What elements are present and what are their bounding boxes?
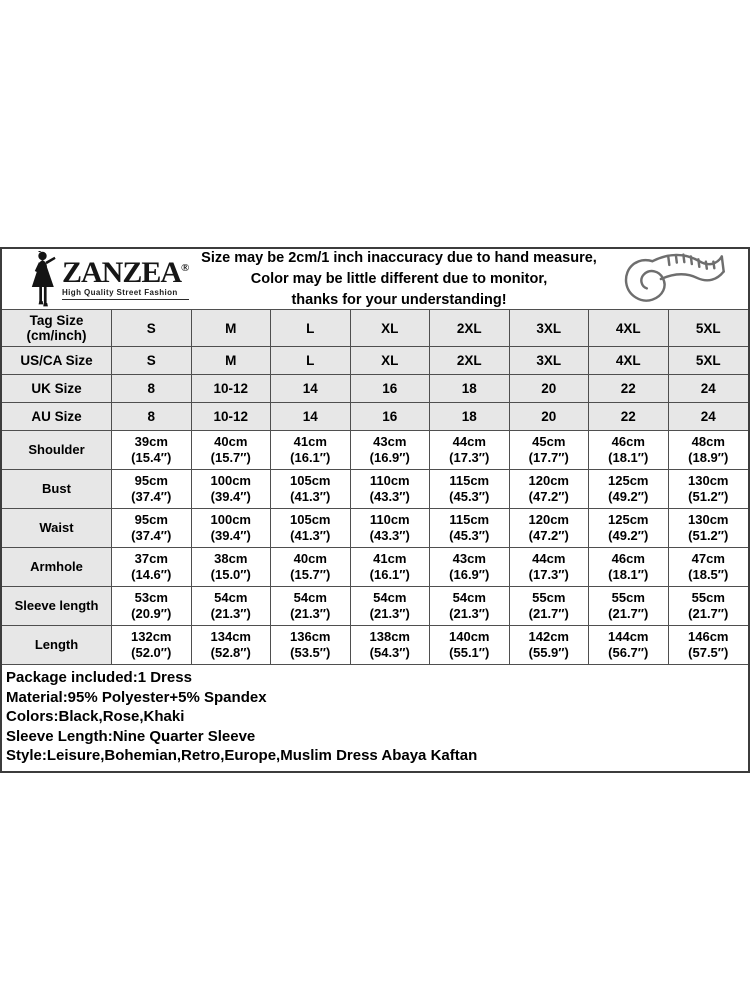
row-label: UK Size [2,375,112,402]
measure-cell: 115cm (45.3″) [430,509,510,547]
disclaimer-line: Color may be little different due to monitor, [250,270,548,287]
measure-cell: 110cm (43.3″) [351,509,431,547]
measure-cell: 140cm (55.1″) [430,626,510,664]
measure-cell: 41cm (16.1″) [271,431,351,469]
measure-cell: 45cm (17.7″) [510,431,590,469]
size-cell: 22 [589,375,669,402]
info-line: Package included:1 Dress [6,669,192,686]
table-row [2,470,748,509]
measuring-tape-icon [615,249,733,309]
info-line: Colors:Black,Rose,Khaki [6,708,185,725]
measure-cell: 37cm (14.6″) [112,548,192,586]
measure-cell: 47cm (18.5″) [669,548,749,586]
size-cell: 8 [112,375,192,402]
size-cell: 20 [510,375,590,402]
product-info [2,665,748,771]
measure-cell: 46cm (18.1″) [589,548,669,586]
measure-cell: 115cm (45.3″) [430,470,510,508]
row-label: US/CA Size [2,347,112,374]
size-cell: 10-12 [192,375,272,402]
measure-cell: 144cm (56.7″) [589,626,669,664]
size-cell: 18 [430,375,510,402]
size-cell: S [112,347,192,374]
table-row [2,347,748,375]
table-row [2,587,748,626]
measure-cell: 136cm (53.5″) [271,626,351,664]
row-label: Tag Size (cm/inch) [2,310,112,346]
row-label: Length [2,626,112,664]
measure-cell: 40cm (15.7″) [271,548,351,586]
measure-cell: 40cm (15.7″) [192,431,272,469]
row-label: Shoulder [2,431,112,469]
info-line: Sleeve Length:Nine Quarter Sleeve [6,727,256,745]
measure-cell: 132cm (52.0″) [112,626,192,664]
size-cell: 4XL [589,310,669,346]
size-cell: 24 [669,403,749,430]
measure-cell: 48cm (18.9″) [669,431,749,469]
row-label: Bust [2,470,112,508]
size-cell: 4XL [589,347,669,374]
size-cell: M [192,347,272,374]
measure-cell: 125cm (49.2″) [589,509,669,547]
measure-cell: 44cm (17.3″) [510,548,590,586]
measure-cell: 46cm (18.1″) [589,431,669,469]
brand-logo-text [62,255,190,300]
measure-cell: 54cm (21.3″) [271,587,351,625]
woman-silhouette-icon [28,251,58,307]
size-cell: 5XL [669,347,749,374]
measure-cell: 55cm (21.7″) [589,587,669,625]
brand-logo [2,251,198,307]
measure-cell: 54cm (21.3″) [192,587,272,625]
measure-cell: 39cm (15.4″) [112,431,192,469]
table-row [2,375,748,403]
size-cell: 22 [589,403,669,430]
size-cell: 2XL [430,310,510,346]
measure-cell: 110cm (43.3″) [351,470,431,508]
measure-cell: 130cm (51.2″) [669,509,749,547]
row-label: Armhole [2,548,112,586]
size-cell: 20 [510,403,590,430]
disclaimer-line: Size may be 2cm/1 inch inaccuracy due to hand measure, [201,249,597,266]
measure-cell: 100cm (39.4″) [192,470,272,508]
registered-mark: ® [181,261,190,274]
measure-cell: 54cm (21.3″) [351,587,431,625]
size-cell: S [112,310,192,346]
measure-cell: 55cm (21.7″) [510,587,590,625]
brand-tagline: High Quality Street Fashion [62,288,189,300]
size-cell: 14 [271,403,351,430]
measure-cell: 54cm (21.3″) [430,587,510,625]
measure-cell: 120cm (47.2″) [510,509,590,547]
size-chart [0,247,750,773]
measure-cell: 41cm (16.1″) [351,548,431,586]
size-cell: 18 [430,403,510,430]
table-row [2,310,748,347]
measure-cell: 146cm (57.5″) [669,626,749,664]
measure-cell: 95cm (37.4″) [112,470,192,508]
size-cell: 3XL [510,347,590,374]
measure-cell: 44cm (17.3″) [430,431,510,469]
measure-cell: 125cm (49.2″) [589,470,669,508]
chart-header [2,249,748,310]
disclaimer-text [198,248,600,311]
measure-cell: 43cm (16.9″) [430,548,510,586]
measure-cell: 55cm (21.7″) [669,587,749,625]
size-cell: 3XL [510,310,590,346]
measure-cell: 95cm (37.4″) [112,509,192,547]
size-cell: 16 [351,375,431,402]
size-cell: 2XL [430,347,510,374]
size-cell: L [271,347,351,374]
measure-cell: 43cm (16.9″) [351,431,431,469]
size-cell: 8 [112,403,192,430]
table-row [2,626,748,665]
measure-cell: 130cm (51.2″) [669,470,749,508]
size-cell: 14 [271,375,351,402]
size-cell: XL [351,347,431,374]
measuring-tape-wrap [600,249,748,309]
measure-cell: 120cm (47.2″) [510,470,590,508]
size-chart-table [2,310,748,665]
size-cell: L [271,310,351,346]
table-row [2,431,748,470]
size-cell: M [192,310,272,346]
table-row [2,403,748,431]
disclaimer-line: thanks for your understanding! [291,291,507,308]
measure-cell: 53cm (20.9″) [112,587,192,625]
info-line: Material:95% Polyester+5% Spandex [6,688,267,706]
measure-cell: 100cm (39.4″) [192,509,272,547]
measure-cell: 105cm (41.3″) [271,470,351,508]
info-line: Style:Leisure,Bohemian,Retro,Europe,Muslim Dress Abaya Kaftan [6,747,478,764]
measure-cell: 38cm (15.0″) [192,548,272,586]
measure-cell: 138cm (54.3″) [351,626,431,664]
size-cell: 5XL [669,310,749,346]
size-cell: 16 [351,403,431,430]
size-cell: 24 [669,375,749,402]
size-cell: XL [351,310,431,346]
row-label: AU Size [2,403,112,430]
row-label: Waist [2,509,112,547]
size-cell: 10-12 [192,403,272,430]
measure-cell: 105cm (41.3″) [271,509,351,547]
measure-cell: 142cm (55.9″) [510,626,590,664]
table-row [2,509,748,548]
table-row [2,548,748,587]
measure-cell: 134cm (52.8″) [192,626,272,664]
row-label: Sleeve length [2,587,112,625]
brand-name: ZANZEA® [62,255,190,289]
